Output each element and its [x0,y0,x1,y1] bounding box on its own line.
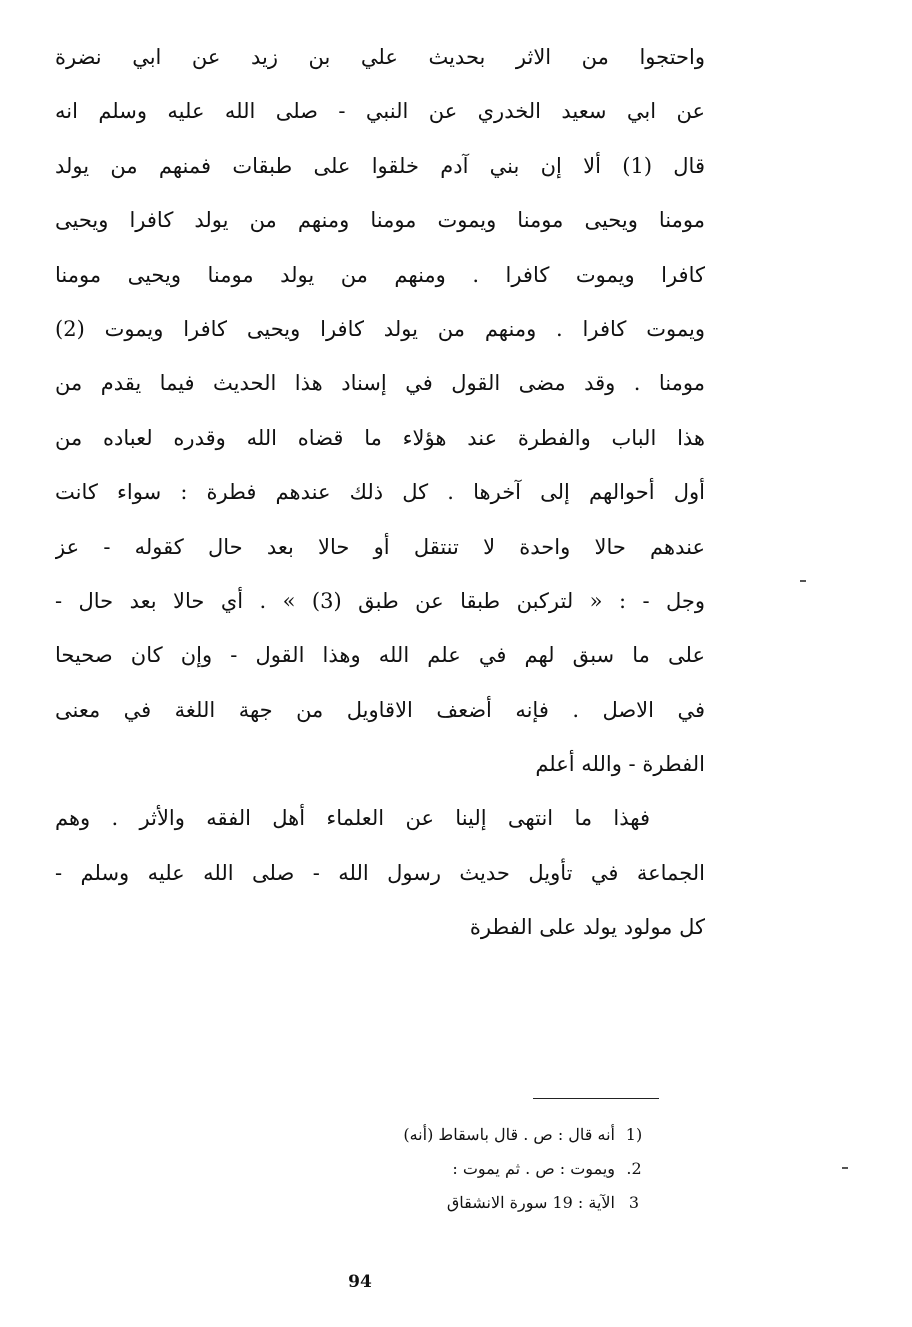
footnote-divider [533,1098,659,1099]
text-line: على ما سبق لهم في علم الله وهذا القول - وإن كان صحيحا [55,643,705,668]
footnote [300,1152,645,1186]
text-line: أول أحوالهم إلى آخرها . كل ذلك عندهم فطرة : سواء كانت [55,480,705,505]
text-line: ويموت كافرا . ومنهم من يولد كافرا ويحيى كافرا ويموت (2) [55,316,705,341]
body-text [55,30,705,955]
text-line: الفطرة - والله أعلم [535,752,705,777]
text-line: قال (1) ألا إن بني آدم خلقوا على طبقات فمنهم من يولد [55,153,705,178]
text-line: فهذا ما انتهى إلينا عن العلماء أهل الفقه والأثر . وهم [55,806,650,831]
text-line: هذا الباب والفطرة عند هؤلاء ما قضاه الله وقدره لعباده من [55,425,705,450]
footnote-text: الآية : 19 سورة الانشقاق [446,1193,615,1212]
footnote-text: ويموت : ص . ثم يموت : [452,1159,615,1178]
footnote-marker: 3 [628,1193,640,1212]
text-line: كل مولود يولد على الفطرة [469,915,705,940]
footnote-marker: (1 [625,1125,643,1144]
footnote-marker: 2. [626,1159,642,1178]
text-line: وجل - : « لتركبن طبقا عن طبق (3) » . أي حالا بعد حال - [55,588,705,613]
text-line: كافرا ويموت كافرا . ومنهم من يولد مومنا ويحيى مومنا [55,262,705,287]
footnotes [300,1118,645,1220]
text-line: عندهم حالا واحدة لا تنتقل أو حالا بعد حال كقوله - عز [55,534,705,559]
text-line: مومنا . وقد مضى القول في إسناد هذا الحديث فيما يقدم من [55,371,705,396]
text-line: عن ابي سعيد الخدري عن النبي - صلى الله عليه وسلم انه [55,99,705,124]
page-number: 94 [348,1272,372,1292]
text-line: واحتجوا من الاثر بحديث علي بن زيد عن ابي نضرة [55,45,705,69]
text-line: الجماعة في تأويل حديث رسول الله - صلى الله عليه وسلم - [55,860,705,885]
footnote [300,1118,645,1152]
text-line: مومنا ويحيى مومنا ويموت مومنا ومنهم من يولد كافرا ويحيى [55,208,705,233]
footnote-text: أنه قال : ص . قال باسقاط (أنه) [403,1125,615,1144]
scan-speck [800,580,806,582]
text-line: في الاصل . فإنه أضعف الاقاويل من جهة اللغة في معنى [55,697,705,722]
footnote [300,1186,645,1220]
scan-speck [842,1167,848,1169]
